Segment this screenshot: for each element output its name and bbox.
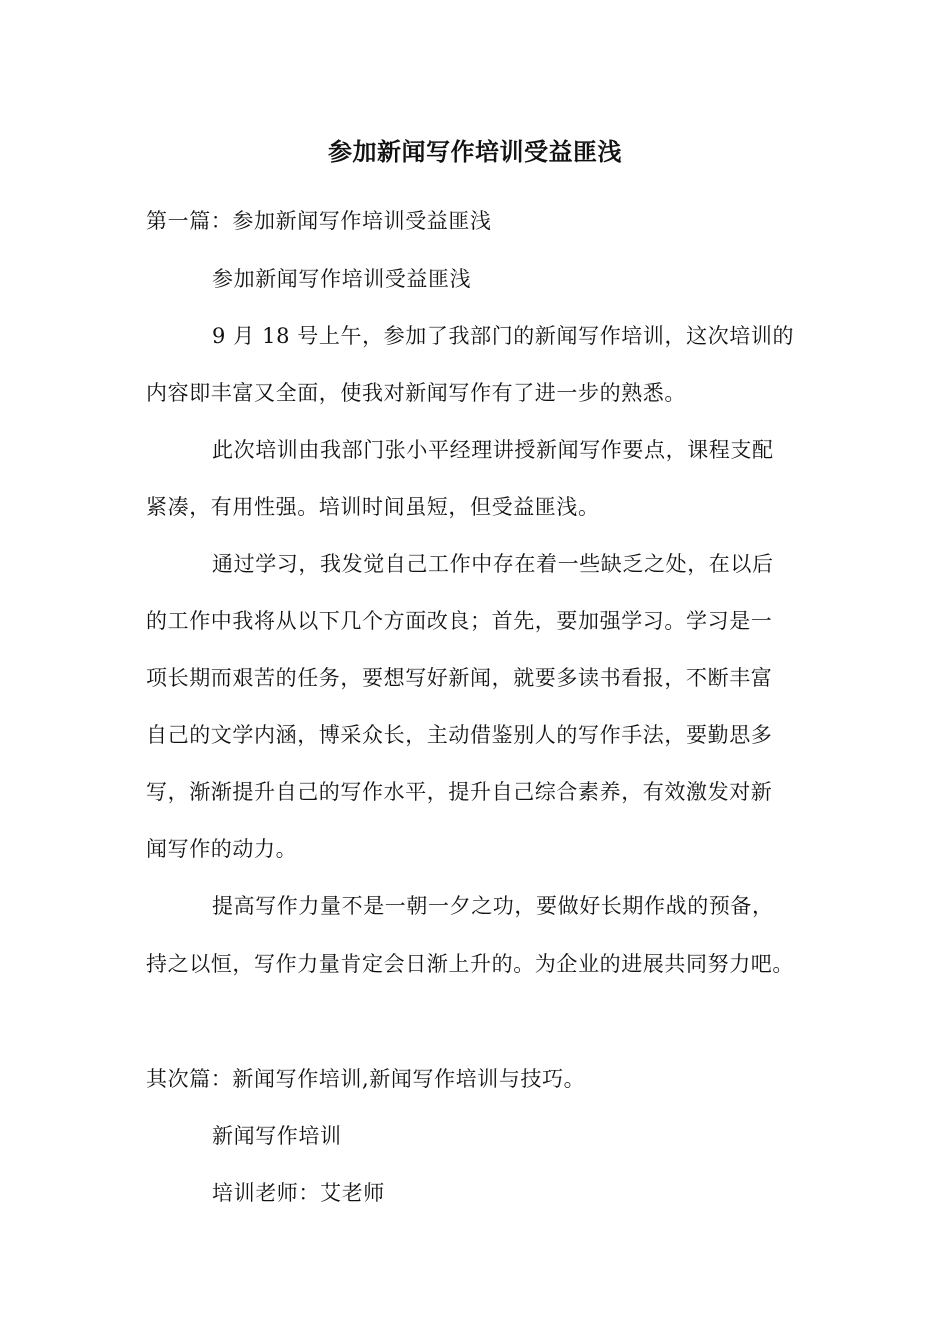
section-heading-1: 第一篇：参加新闻写作培训受益匪浅 — [146, 209, 492, 233]
paragraph-line: 紧凑，有用性强。培训时间虽短，但受益匪浅。 — [146, 495, 600, 519]
paragraph-line: 内容即丰富又全面，使我对新闻写作有了进一步的熟悉。 — [146, 381, 686, 405]
section-heading-2: 其次篇：新闻写作培训,新闻写作培训与技巧。 — [146, 1067, 586, 1091]
document-title: 参加新闻写作培训受益匪浅 — [328, 137, 622, 166]
paragraph-line: 通过学习，我发觉自己工作中存在着一些缺乏之处，在以后 — [212, 552, 774, 576]
paragraph-line: 9 月 18 号上午，参加了我部门的新闻写作培训，这次培训的 — [212, 324, 795, 348]
paragraph-line: 项长期而艰苦的任务，要想写好新闻，就要多读书看报，不断丰富 — [146, 666, 773, 690]
section-subtitle-1: 参加新闻写作培训受益匪浅 — [212, 267, 472, 291]
paragraph-line: 提高写作力量不是一朝一夕之功，要做好长期作战的预备， — [212, 894, 774, 918]
section-subtitle-2: 新闻写作培训 — [212, 1124, 342, 1148]
paragraph-line: 持之以恒，写作力量肯定会日渐上升的。为企业的进展共同努力吧。 — [146, 952, 794, 976]
paragraph-line: 此次培训由我部门张小平经理讲授新闻写作要点，课程支配 — [212, 438, 774, 462]
paragraph-line: 闻写作的动力。 — [146, 837, 298, 861]
paragraph-line: 写，渐渐提升自己的写作水平，提升自己综合素养，有效激发对新 — [146, 780, 773, 804]
paragraph-line: 自己的文学内涵，博采众长，主动借鉴别人的写作手法，要勤思多 — [146, 723, 773, 747]
paragraph-line: 的工作中我将从以下几个方面改良；首先，要加强学习。学习是一 — [146, 609, 773, 633]
trainer-line: 培训老师：艾老师 — [212, 1181, 385, 1205]
